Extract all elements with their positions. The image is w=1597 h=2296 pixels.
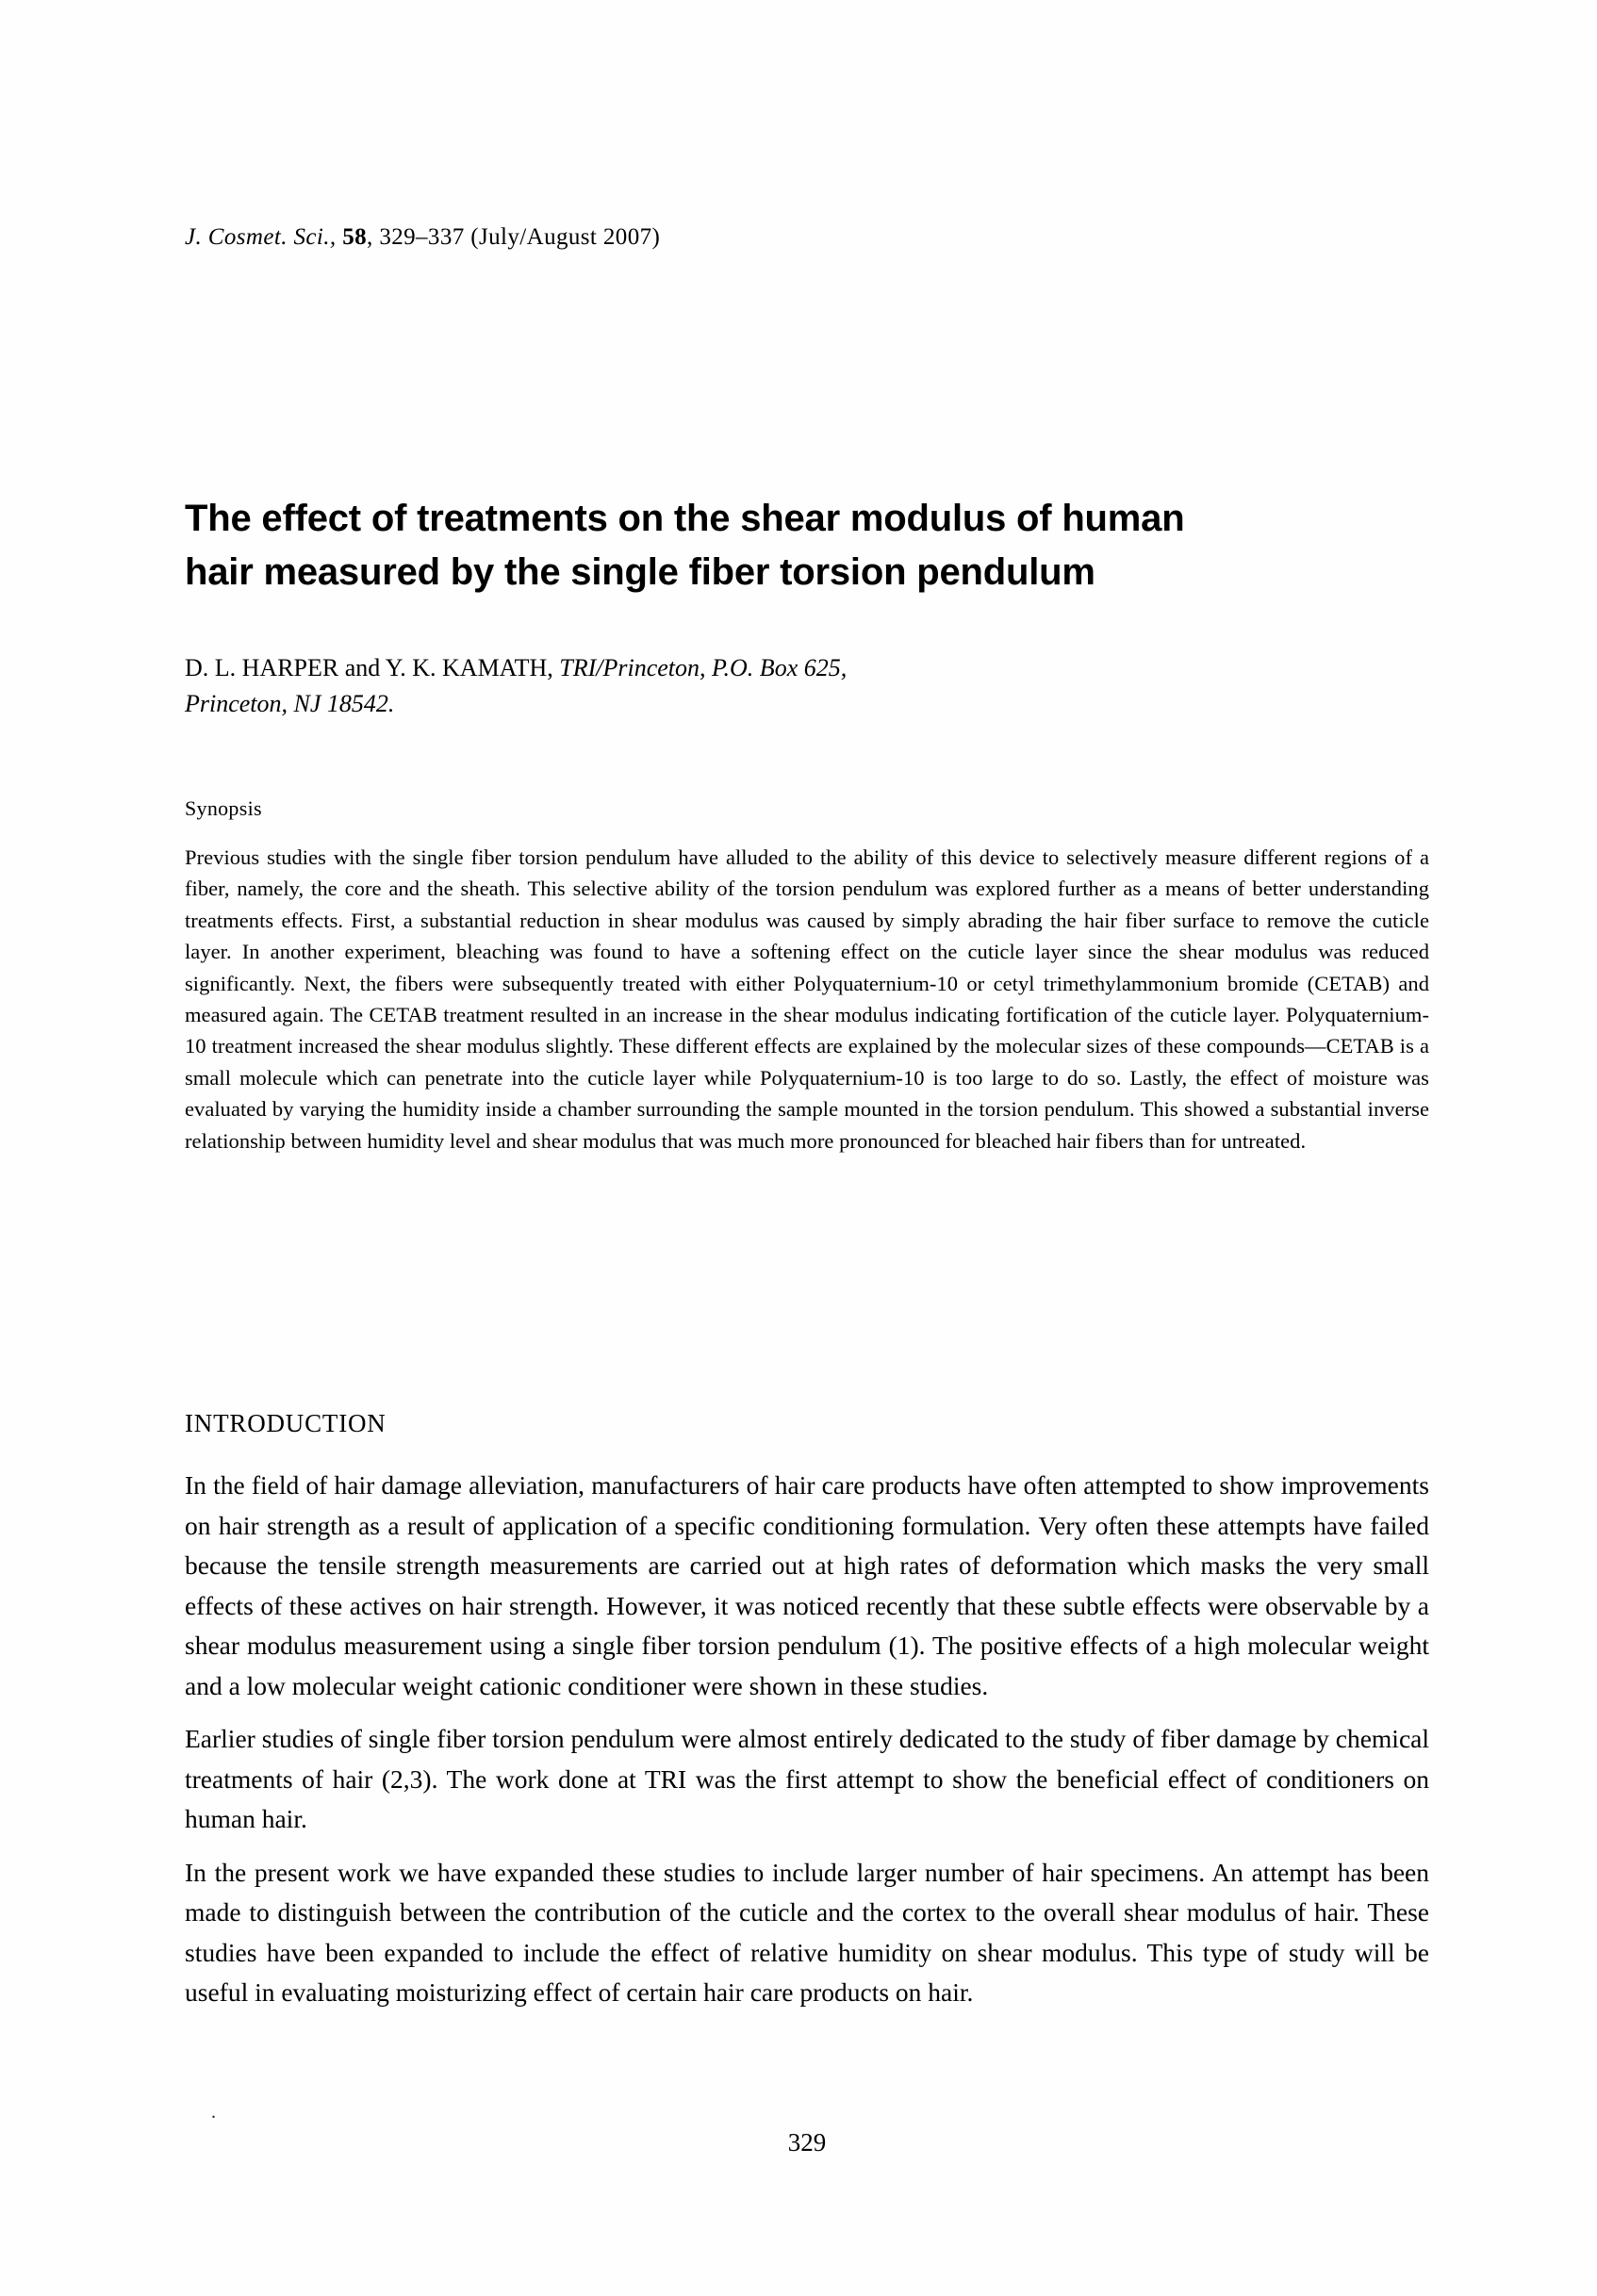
page-number: 329 (787, 2128, 827, 2157)
author-affiliation: TRI/Princeton, P.O. Box 625, (559, 654, 848, 681)
journal-citation (185, 224, 660, 251)
introduction-body (185, 1466, 1429, 2023)
author-names: D. L. HARPER and Y. K. KAMATH, (185, 654, 560, 681)
synopsis-text: Previous studies with the single fiber torsion pendulum have alluded to the ability of this device to selectively measure different regions of a fiber, namely, the core and the sheath. This selective ability of the torsion pendulum was explored further as a means of better understanding treatments effects. First, a substantial reduction in shear modulus was caused by simply abrading the hair fiber surface to remove the cuticle layer. In another experiment, bleaching was found to have a softening effect on the cuticle layer since the shear modulus was reduced significantly. Next, the fibers were subsequently treated with either Polyquaternium-10 or cetyl trimethylammonium bromide (CETAB) and measured again. The CETAB treatment resulted in an increase in the shear modulus indicating fortification of the cuticle layer. Polyquaternium-10 treatment increased the shear modulus slightly. These different effects are explained by the molecular sizes of these compounds—CETAB is a small molecule which can penetrate into the cuticle layer while Polyquaternium-10 is too large to do so. Lastly, the effect of moisture was evaluated by varying the humidity inside a chamber surrounding the sample mounted in the torsion pendulum. This showed a substantial inverse relationship between humidity level and shear modulus that was much more pronounced for bleached hair fibers than for untreated. (185, 845, 1429, 1153)
journal-issue: (July/August 2007) (470, 224, 661, 250)
journal-pages: , 329–337 (367, 224, 471, 250)
author-block (185, 650, 1316, 722)
intro-paragraph-2: Earlier studies of single fiber torsion pendulum were almost entirely dedicated to the study of fiber damage by chemical treatments of hair (2,3). The work done at TRI was the first attempt to show the beneficial effect of conditioners on human hair. (185, 1724, 1429, 1833)
introduction-heading: INTRODUCTION (185, 1409, 387, 1437)
title-line-2: hair measured by the single fiber torsion pendulum (185, 550, 1095, 593)
journal-volume: 58 (342, 224, 368, 250)
author-affiliation-2: Princeton, NJ 18542. (185, 690, 395, 717)
scan-artifact: . (211, 2102, 216, 2123)
title-line-1: The effect of treatments on the shear modulus of human (185, 497, 1185, 539)
intro-paragraph-3: In the present work we have expanded these studies to include larger number of hair specimens. An attempt has been made to distinguish between the contribution of the cuticle and the cortex to the overall shear modulus of hair. These studies have been expanded to include the effect of relative humidity on shear modulus. This type of study will be useful in evaluating moisturizing effect of certain hair care products on hair. (185, 1857, 1429, 2007)
journal-abbrev: J. Cosmet. Sci., (185, 224, 337, 250)
intro-paragraph-1: In the field of hair damage alleviation, manufacturers of hair care products have often attempted to show improvements on hair strength as a result of application of a specific conditioning formulation. Very often these attempts have failed because the tensile strength measurements are carried out at high rates of deformation which masks the very small effects of these actives on hair strength. However, it was noticed recently that these subtle effects were observable by a shear modulus measurement using a single fiber torsion pendulum (1). The positive effects of a high molecular weight and a low molecular weight cationic conditioner were shown in these studies. (185, 1470, 1429, 1700)
page-title (185, 492, 1420, 599)
synopsis-heading: Synopsis (185, 796, 262, 820)
